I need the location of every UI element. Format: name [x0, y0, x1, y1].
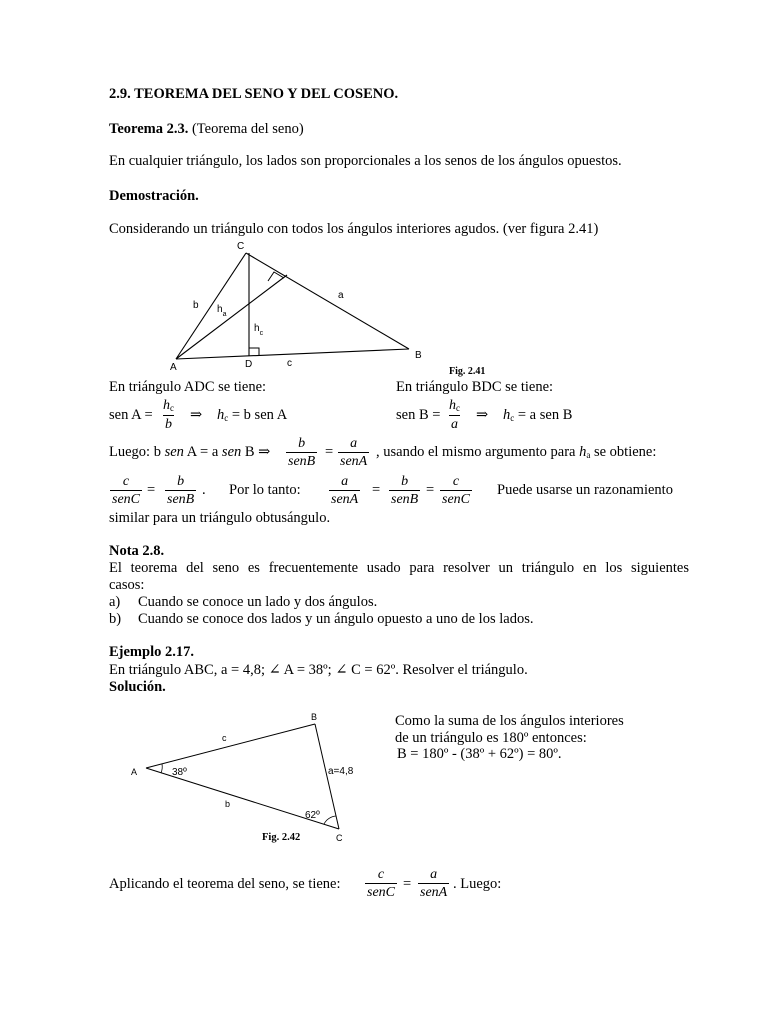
theorem-name: (Teorema del seno)	[191, 121, 304, 137]
equals-sign: =	[403, 876, 412, 892]
aplicando-text: Aplicando el teorema del seno, se tiene:	[109, 876, 341, 892]
fraction-numerator: hc	[163, 398, 174, 413]
label-B: B	[415, 350, 422, 361]
equals-sign: =	[147, 482, 156, 498]
label-D: D	[245, 359, 253, 370]
angle-arc-A	[161, 764, 162, 773]
right-angle-d	[249, 348, 259, 356]
fraction-c-over-senC: c senC	[112, 474, 140, 507]
label-a: a=4,8	[328, 766, 354, 777]
fraction-numerator: hc	[449, 398, 460, 413]
list-item: a) Cuando se conoce un lado y dos ángulos.	[109, 594, 378, 610]
equals-sign: =	[325, 444, 334, 460]
proof-label: Demostración.	[109, 188, 199, 204]
period: .	[202, 482, 206, 498]
label-angle-C: 62º	[305, 810, 320, 821]
theorem-heading	[109, 121, 304, 138]
fraction-a-over-senA: a senA	[331, 474, 359, 507]
fraction-denominator: a	[451, 417, 458, 432]
implies-arrow: ⇒	[476, 407, 489, 423]
figure-2-41-caption: Fig. 2.41	[449, 366, 486, 377]
section-title: 2.9. TEOREMA DEL SENO Y DEL COSENO.	[109, 86, 399, 102]
nota-line1: El teorema del seno es frecuentemente usado para resolver un triángulo en los siguientes	[109, 560, 689, 576]
fraction-b-over-senB: b senB	[167, 474, 195, 507]
height-ha	[176, 275, 287, 359]
nota-label: Nota 2.8.	[109, 543, 165, 559]
fraction-b-over-senB: b senB	[288, 436, 316, 469]
fraction-c-over-senC: c senC	[367, 867, 395, 900]
figure-2-42-caption: Fig. 2.42	[262, 832, 301, 843]
adc-title: En triángulo ADC se tiene:	[109, 379, 267, 395]
figure-2-41	[160, 236, 460, 374]
side-c	[176, 349, 409, 359]
por-lo-tanto: Por lo tanto:	[229, 482, 301, 498]
label-angle-A: 38º	[172, 767, 187, 778]
considering-text: Considerando un triángulo con todos los ángulos interiores agudos. (ver figura 2.41)	[109, 221, 599, 237]
luego-text: Luego: b sen A = a sen B ⇒	[109, 444, 271, 460]
ejemplo-statement: En triángulo ABC, a = 4,8; ∠ A = 38º; ∠ C = 62º. Resolver el triángulo.	[109, 662, 528, 678]
angle-arc-C	[324, 816, 336, 824]
bdc-result: hc = a sen B	[503, 407, 573, 423]
label-A: A	[131, 767, 138, 777]
theorem-label: Teorema 2.3.	[109, 121, 189, 137]
side-a	[246, 253, 409, 349]
figure-2-42	[128, 708, 358, 848]
label-B: B	[311, 712, 318, 722]
adc-lhs: sen A =	[109, 407, 153, 423]
suma-line3: B = 180º - (38º + 62º) = 80º.	[397, 746, 562, 762]
list-item: b) Cuando se conoce dos lados y un ángulo opuesto a uno de los lados.	[109, 611, 534, 627]
label-A: A	[170, 362, 177, 373]
label-b: b	[193, 300, 199, 311]
adc-result: hc = b sen A	[217, 407, 288, 423]
label-a: a	[338, 290, 344, 301]
equals-sign: =	[426, 482, 435, 498]
fraction-hc-over-b	[161, 397, 176, 433]
equals-sign: =	[372, 482, 381, 498]
label-hc: $h_c$	[254, 323, 264, 337]
label-ha: $h_a$	[217, 304, 227, 318]
nota-line2: casos:	[109, 577, 145, 593]
fraction-denominator: b	[165, 417, 172, 432]
bdc-title: En triángulo BDC se tiene:	[396, 379, 554, 395]
fraction-a-over-senA: a senA	[420, 867, 448, 900]
suma-line1: Como la suma de los ángulos interiores	[395, 713, 624, 729]
implies-arrow: ⇒	[190, 407, 203, 423]
label-b: b	[225, 799, 231, 809]
fraction-c-over-senC: c senC	[442, 474, 470, 507]
bdc-lhs: sen B =	[396, 407, 441, 423]
label-c: c	[287, 358, 292, 369]
label-C: C	[237, 241, 245, 252]
side-b	[176, 253, 246, 359]
ejemplo-label: Ejemplo 2.17.	[109, 644, 194, 660]
label-c: c	[222, 733, 227, 743]
solucion-label: Solución.	[109, 679, 166, 695]
side-c	[146, 724, 315, 768]
result-line2: similar para un triángulo obtusángulo.	[109, 510, 331, 526]
fraction-b-over-senB: b senB	[391, 474, 419, 507]
fraction-hc-over-a	[447, 397, 462, 433]
label-C: C	[336, 833, 343, 843]
aplicando-tail: . Luego:	[453, 876, 502, 892]
luego-argument: , usando el mismo argumento para ha se obtiene:	[376, 444, 657, 460]
result-tail: Puede usarse un razonamiento	[497, 482, 673, 498]
theorem-statement: En cualquier triángulo, los lados son proporcionales a los senos de los ángulos opuestos.	[109, 153, 622, 169]
suma-line2: de un triángulo es 180º entonces:	[395, 730, 587, 746]
fraction-a-over-senA: a senA	[340, 436, 368, 469]
